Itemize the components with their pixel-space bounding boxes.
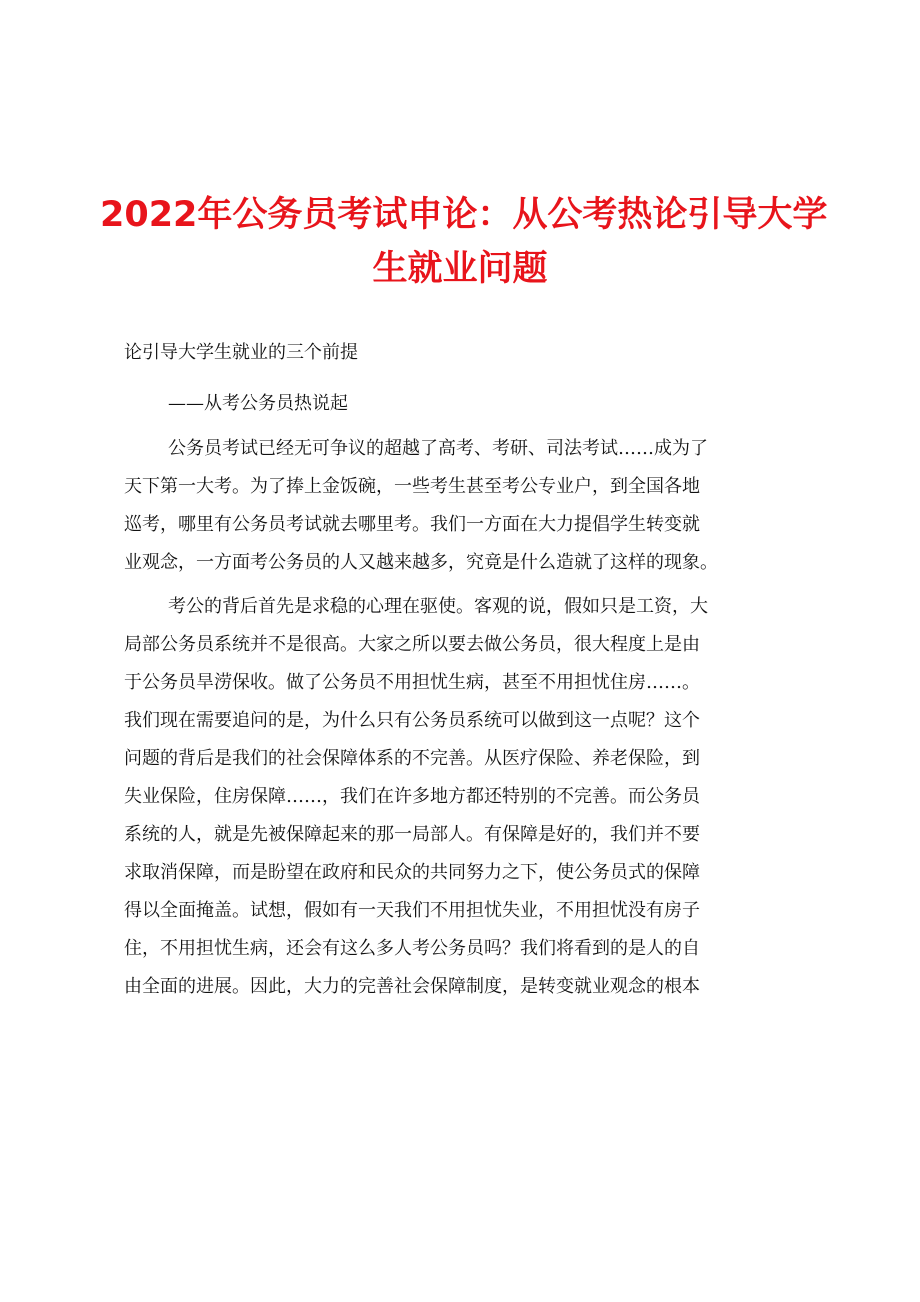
title-line-1: 2022年公务员考试申论：从公考热论引导大学 bbox=[100, 195, 828, 235]
paragraph-2 bbox=[124, 588, 814, 1006]
title-line-2: 生就业问题 bbox=[372, 249, 548, 289]
section-subheading: ——从考公务员热说起 bbox=[168, 393, 348, 414]
paragraph-line: 求取消保障，而是盼望在政府和民众的共同努力之下，使公务员式的保障 bbox=[124, 862, 700, 883]
section-heading: 论引导大学生就业的三个前提 bbox=[124, 342, 358, 363]
paragraph-line: 我们现在需要追问的是，为什么只有公务员系统可以做到这一点呢？这个 bbox=[124, 710, 700, 731]
paragraph-line: 业观念，一方面考公务员的人又越来越多，究竟是什么造就了这样的现象。 bbox=[124, 552, 718, 573]
paragraph-line: 公务员考试已经无可争议的超越了高考、考研、司法考试……成为了 bbox=[168, 438, 708, 459]
paragraph-line: 问题的背后是我们的社会保障体系的不完善。从医疗保险、养老保险，到 bbox=[124, 748, 700, 769]
paragraph-line: 考公的背后首先是求稳的心理在驱使。客观的说，假如只是工资，大 bbox=[168, 596, 708, 617]
paragraph-line: 局部公务员系统并不是很高。大家之所以要去做公务员，很大程度上是由 bbox=[124, 634, 700, 655]
paragraph-line: 系统的人，就是先被保障起来的那一局部人。有保障是好的，我们并不要 bbox=[124, 824, 700, 845]
document-title bbox=[100, 188, 828, 296]
paragraph-line: 得以全面掩盖。试想，假如有一天我们不用担忧失业，不用担忧没有房子 bbox=[124, 900, 700, 921]
paragraph-line: 住，不用担忧生病，还会有这么多人考公务员吗？我们将看到的是人的自 bbox=[124, 938, 700, 959]
paragraph-line: 天下第一大考。为了捧上金饭碗，一些考生甚至考公专业户，到全国各地 bbox=[124, 476, 700, 497]
paragraph-line: 由全面的进展。因此，大力的完善社会保障制度，是转变就业观念的根本 bbox=[124, 976, 700, 997]
paragraph-1 bbox=[124, 430, 814, 582]
paragraph-line: 巡考，哪里有公务员考试就去哪里考。我们一方面在大力提倡学生转变就 bbox=[124, 514, 700, 535]
document-body bbox=[124, 430, 814, 1006]
paragraph-line: 于公务员旱涝保收。做了公务员不用担忧生病，甚至不用担忧住房……。 bbox=[124, 672, 700, 693]
paragraph-line: 失业保险，住房保障……，我们在许多地方都还特别的不完善。而公务员 bbox=[124, 786, 700, 807]
